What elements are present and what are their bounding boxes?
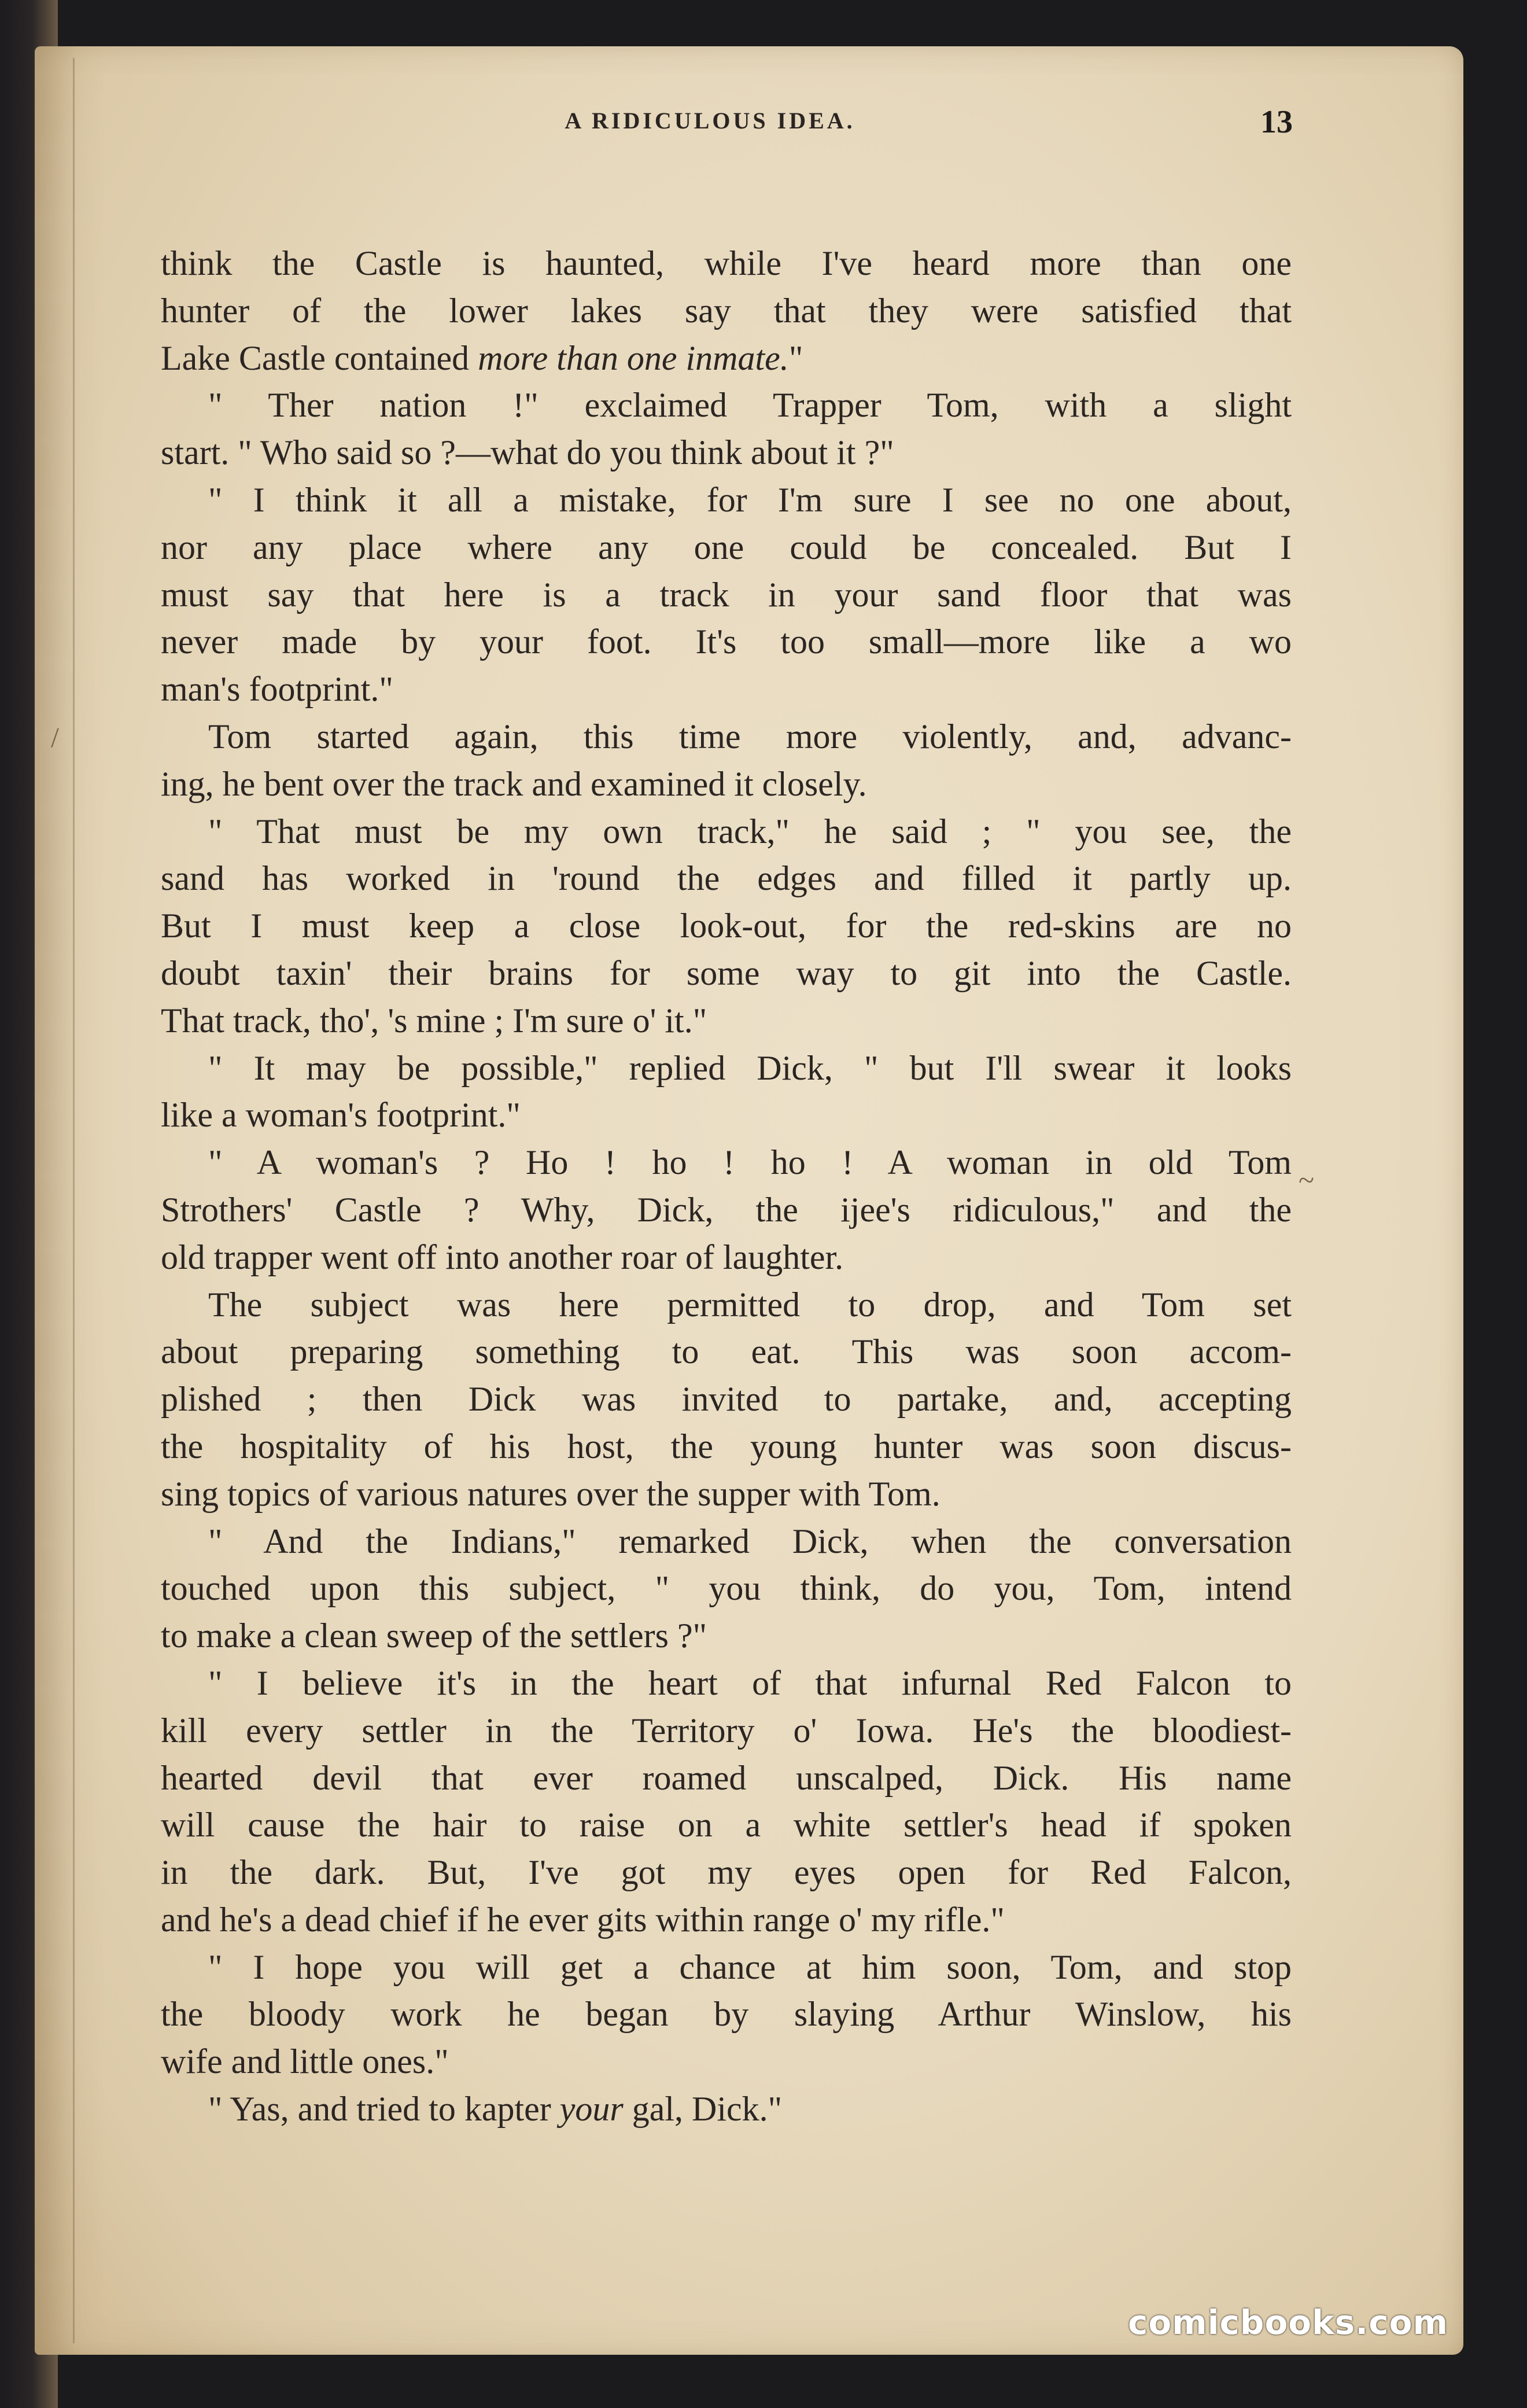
text-line: " I hope you will get a chance at him soon, Tom, and stop — [208, 1947, 1292, 1986]
watermark: comicbooks.com — [1128, 2303, 1448, 2342]
italic-phrase: your — [559, 2090, 624, 2129]
text-line: " It may be possible," replied Dick, " but I'll swear it looks — [208, 1048, 1292, 1087]
paragraph — [161, 382, 1292, 477]
text-line: " I believe it's in the heart of that infurnal Red Falcon to — [208, 1663, 1292, 1702]
page-number: 13 — [1260, 104, 1293, 140]
paragraph — [161, 1139, 1292, 1281]
text-line: Strothers' Castle ? Why, Dick, the ijee's ridiculous," and the — [161, 1190, 1292, 1229]
text-line: kill every settler in the Territory o' Iowa. He's the bloodiest- — [161, 1711, 1292, 1750]
text-line: in the dark. But, I've got my eyes open for Red Falcon, — [161, 1853, 1292, 1892]
text-line: Lake Castle contained more than one inmate." — [161, 338, 803, 377]
text-line: " That must be my own track," he said ; " you see, the — [208, 812, 1292, 850]
text-line: sand has worked in 'round the edges and filled it partly up. — [161, 859, 1292, 898]
paragraph — [161, 1660, 1292, 1944]
text-line: Tom started again, this time more violently, and, advanc- — [208, 717, 1292, 756]
text-line: plished ; then Dick was invited to partake, and, accepting — [161, 1380, 1292, 1419]
margin-mark: ~ — [1299, 1164, 1315, 1196]
paragraph — [161, 1944, 1292, 2086]
text-line: the hospitality of his host, the young hunter was soon discus- — [161, 1427, 1292, 1466]
paragraph — [161, 808, 1292, 1045]
text-line: " A woman's ? Ho ! ho ! ho ! A woman in old Tom — [208, 1143, 1292, 1182]
text-line: never made by your foot. It's too small—more like a wo — [161, 623, 1292, 661]
text-line: to make a clean sweep of the settlers ?" — [161, 1617, 707, 1655]
text-line: " I think it all a mistake, for I'm sure I see no one about, — [208, 480, 1292, 519]
text-line: ing, he bent over the track and examined it closely. — [161, 764, 867, 803]
text-line: hunter of the lower lakes say that they were satisfied that — [161, 291, 1292, 330]
text-line: man's footprint." — [161, 670, 393, 709]
text-line: hearted devil that ever roamed unscalped, Dick. His name — [161, 1758, 1292, 1797]
text-line: must say that here is a track in your sand floor that was — [161, 575, 1292, 614]
text-line: That track, tho', 's mine ; I'm sure o' it." — [161, 1001, 707, 1040]
italic-phrase: more than one inmate. — [478, 338, 789, 377]
paragraph — [161, 2086, 1292, 2133]
text-line: nor any place where any one could be concealed. But I — [161, 528, 1292, 566]
text-line: old trapper went off into another roar of laughter. — [161, 1238, 844, 1276]
text-line: will cause the hair to raise on a white settler's head if spoken — [161, 1806, 1292, 1844]
text-line: start. " Who said so ?—what do you think about it ?" — [161, 433, 894, 472]
text-line: wife and little ones." — [161, 2042, 449, 2081]
running-head: A RIDICULOUS IDEA. — [565, 108, 855, 134]
paragraph — [161, 713, 1292, 808]
text-line: " Yas, and tried to kapter your gal, Dick." — [208, 2090, 783, 2129]
paragraph — [161, 1282, 1292, 1518]
text-line: and he's a dead chief if he ever gits within range o' my rifle." — [161, 1900, 1005, 1939]
text-line: think the Castle is haunted, while I've heard more than one — [161, 244, 1292, 282]
page-header — [127, 104, 1293, 159]
text-line: doubt taxin' their brains for some way to git into the Castle. — [161, 953, 1292, 992]
margin-mark: / — [51, 721, 59, 753]
paragraph — [161, 477, 1292, 713]
text-line: about preparing something to eat. This was soon accom- — [161, 1332, 1292, 1371]
text-line: " And the Indians," remarked Dick, when the conversation — [208, 1522, 1292, 1560]
text-line: the bloody work he began by slaying Arthur Winslow, his — [161, 1995, 1292, 2034]
text-line: The subject was here permitted to drop, and Tom set — [208, 1285, 1292, 1324]
text-line: But I must keep a close look-out, for the red-skins are no — [161, 907, 1292, 945]
paragraph — [161, 240, 1292, 382]
paragraph — [161, 1518, 1292, 1660]
body-text — [161, 240, 1292, 2133]
paragraph — [161, 1045, 1292, 1140]
text-line: touched upon this subject, " you think, do you, Tom, intend — [161, 1569, 1292, 1608]
text-line: " Ther nation !" exclaimed Trapper Tom, with a slight — [208, 386, 1292, 425]
text-line: sing topics of various natures over the supper with Tom. — [161, 1474, 940, 1513]
text-line: like a woman's footprint." — [161, 1096, 521, 1135]
page-gutter — [73, 58, 75, 2343]
